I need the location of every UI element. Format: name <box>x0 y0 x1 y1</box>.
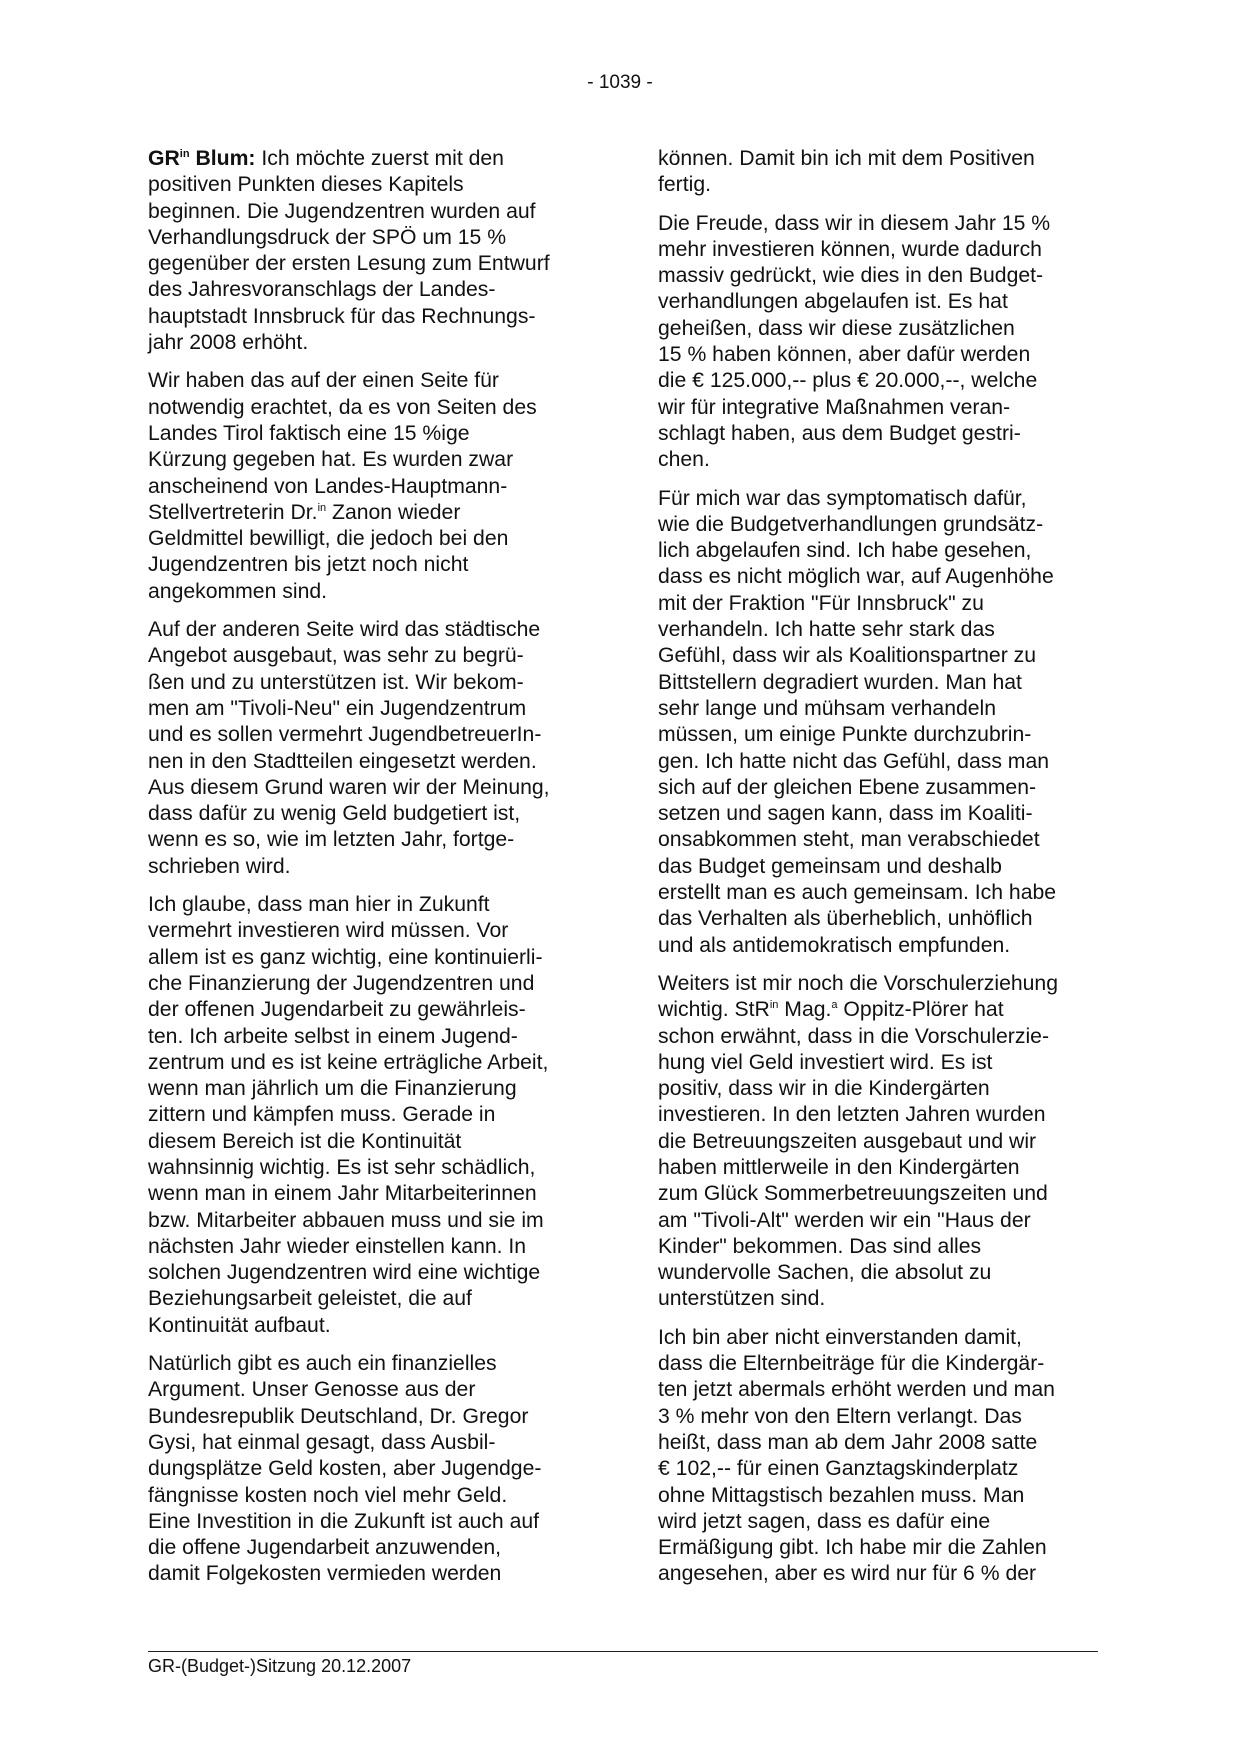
paragraph: Weiters ist mir noch die Vorschulerziehung wichtig. StR$^{in}$ Mag.$^a$ Oppitz-Plörer hat schon erwähnt, dass in die Vorschulerzie- hung viel Geld investiert wird. Es ist positiv, dass wir in die Kindergärten investieren. In den letzten Jahren wurden die Betreuungszeiten ausgebaut und wir haben mittlerweile in den Kindergärten zum Glück Sommerbetreuungszeiten und am "Tivoli-Alt" werden wir ein "Haus der Kinder" bekommen. Das sind alles wundervolle Sachen, die absolut zu unterstützen sind. <box>658 971 1058 1311</box>
speaker-name: $GR^{in}$ Blum: <box>148 147 256 170</box>
paragraph: können. Damit bin ich mit dem Positiven fertig. <box>658 147 1035 197</box>
paragraph: Wir haben das auf der einen Seite für notwendig erachtet, da es von Seiten des Landes Tirol faktisch eine 15 %ige Kürzung gegeben hat. Es wurden zwar anscheinend von Landes-Hauptmann- Stellvertreterin Dr.$^{in}$ Zanon wieder Geldmittel bewilligt, die jedoch bei den Jugendzentren bis jetzt noch nicht angekommen sind. <box>148 369 537 603</box>
right-column <box>658 146 1098 1600</box>
paragraph: Für mich war das symptomatisch dafür, wie die Budgetverhandlungen grundsätz- lich abgelaufen sind. Ich habe gesehen, dass es nicht möglich war, auf Augenhöhe mit der Fraktion "Für Innsbruck" zu verhandeln. Ich hatte sehr stark das Gefühl, dass wir als Koalitionspartner zu Bittstellern degradiert wurden. Man hat sehr lange und mühsam verhandeln müssen, um einige Punkte durchzubrin- gen. Ich hatte nicht das Gefühl, dass man sich auf der gleichen Ebene zusammen- setzen und sagen kann, dass im Koaliti- onsabkommen steht, man verabschiedet das Budget gemeinsam und deshalb erstellt man es auch gemeinsam. Ich habe das Verhalten als überheblich, unhöflich und als antidemokratisch empfunden. <box>658 486 1057 957</box>
paragraph: $GR^{in}$ Blum: Ich möchte zuerst mit den positiven Punkten dieses Kapitels beginnen. Die Jugendzentren wurden auf Verhandlungsdruck der SPÖ um 15 % gegenüber der ersten Lesung zum Entwurf des Jahresvoranschlags der Landes- hauptstadt Innsbruck für das Rechnungs- jahr 2008 erhöht. <box>148 147 550 355</box>
paragraph: Die Freude, dass wir in diesem Jahr 15 % mehr investieren können, wurde dadurch massiv gedrückt, wie dies in den Budget- verhandlungen abgelaufen ist. Es hat geheißen, dass wir diese zusätzlichen 15 % haben können, aber dafür werden die € 125.000,-- plus € 20.000,--, welche wir für integrative Maßnahmen veran- schlagt haben, aus dem Budget gestri- chen. <box>658 211 1051 472</box>
footer-session-label: GR-(Budget-)Sitzung 20.12.2007 <box>148 1656 412 1676</box>
footer-divider <box>148 1651 1098 1652</box>
page-number: - 1039 - <box>587 72 653 93</box>
left-column <box>148 146 588 1600</box>
paragraph: Ich glaube, dass man hier in Zukunft vermehrt investieren wird müssen. Vor allem ist es ganz wichtig, eine kontinuierli- che Finanzierung der Jugendzentren und der offenen Jugendarbeit zu gewährleis- ten. Ich arbeite selbst in einem Jugend- zentrum und es ist keine erträgliche Arbeit, wenn man jährlich um die Finanzierung zittern und kämpfen muss. Gerade in diesem Bereich ist die Kontinuität wahnsinnig wichtig. Es ist sehr schädlich, wenn man in einem Jahr Mitarbeiterinnen bzw. Mitarbeiter abbauen muss und sie im nächsten Jahr wieder einstellen kann. In solchen Jugendzentren wird eine wichtige Beziehungsarbeit geleistet, die auf Kontinuität aufbaut. <box>148 893 549 1337</box>
paragraph: Auf der anderen Seite wird das städtische Angebot ausgebaut, was sehr zu begrü- ßen und zu unterstützen ist. Wir bekom- men am "Tivoli-Neu" ein Jugendzentrum und es sollen vermehrt JugendbetreuerIn- nen in den Stadtteilen eingesetzt werden. Aus diesem Grund waren wir der Meinung, dass dafür zu wenig Geld budgetiert ist, wenn es so, wie im letzten Jahr, fortge- schrieben wird. <box>148 618 550 878</box>
paragraph: Natürlich gibt es auch ein finanzielles Argument. Unser Genosse aus der Bundesrepublik Deutschland, Dr. Gregor Gysi, hat einmal gesagt, dass Ausbil- dungsplätze Geld kosten, aber Jugendge- fängnisse kosten noch viel mehr Geld. Eine Investition in die Zukunft ist auch auf die offene Jugendarbeit anzuwenden, damit Folgekosten vermieden werden <box>148 1352 542 1586</box>
paragraph: Ich bin aber nicht einverstanden damit, dass die Elternbeiträge für die Kindergär- ten jetzt abermals erhöht werden und man 3 % mehr von den Eltern verlangt. Das heißt, dass man ab dem Jahr 2008 satte € 102,-- für einen Ganztagskinderplatz ohne Mittagstisch bezahlen muss. Man wird jetzt sagen, dass es dafür eine Ermäßigung gibt. Ich habe mir die Zahlen angesehen, aber es wird nur für 6 % der <box>658 1325 1055 1586</box>
